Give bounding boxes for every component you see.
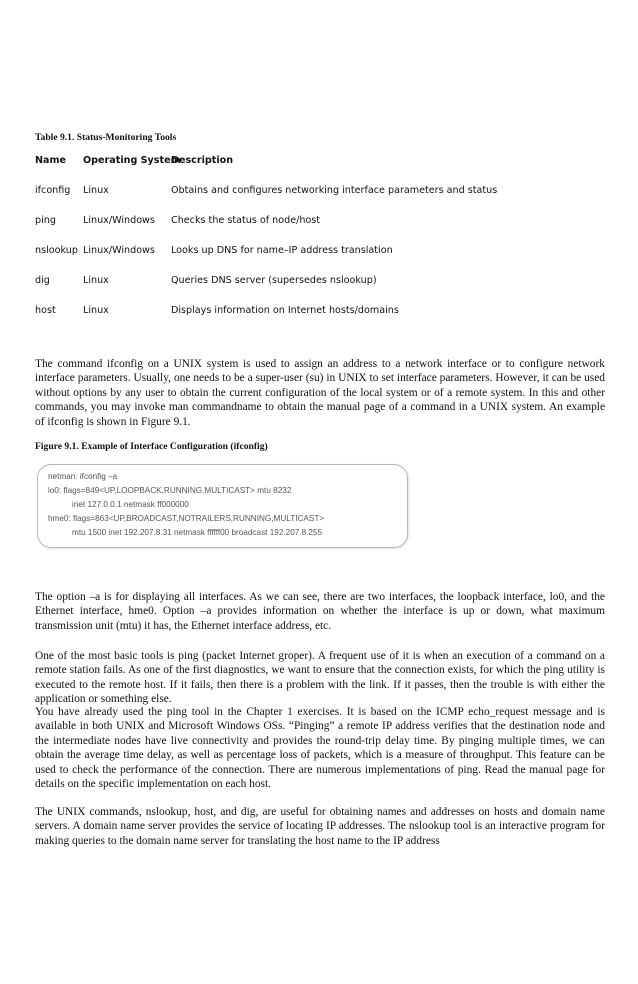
header-os: Operating System [83, 155, 181, 166]
table-row [35, 183, 498, 199]
figure-caption: Figure 9.1. Example of Interface Configuration (ifconfig) [35, 441, 268, 452]
paragraph-ping: One of the most basic tools is ping (packet Internet groper). A frequent use of it is when an execution of a command on a remote station fails. As one of the first diagnostics, we want to ensure that the connection exists, for which the ping utility is executed to the remote host. If it fails, then there is a problem with the link. If it passes, then the trouble is with either the application or something else. [35, 650, 605, 706]
status-monitoring-table [35, 153, 498, 319]
cell-name: dig [35, 275, 50, 286]
code-line: inet 127.0.0.1 netmask ff000000 [72, 500, 189, 509]
table-caption: Table 9.1. Status-Monitoring Tools [35, 132, 177, 143]
header-name: Name [35, 155, 67, 166]
cell-os: Linux [83, 305, 109, 316]
cell-description: Checks the status of node/host [171, 215, 321, 226]
cell-name: host [35, 305, 56, 316]
code-line: netman: ifconfig –a [48, 472, 118, 481]
paragraph-option-a: The option –a is for displaying all interfaces. As we can see, there are two interfaces, the loopback interface, lo0, and the Ethernet interface, hme0. Option –a provides information on whether the interface is up or down, what maximum transmission unit (mtu) it has, the Ethernet interface address, etc. [35, 591, 605, 632]
code-line: hme0: flags=863<UP,BROADCAST,NOTRAILERS,RUNNING,MULTICAST> [48, 514, 325, 523]
cell-os: Linux/Windows [83, 245, 155, 256]
code-line: mtu 1500 inet 192.207.8.31 netmask ffffff00 broadcast 192.207.8.255 [72, 528, 323, 537]
paragraph-dns-tools: The UNIX commands, nslookup, host, and dig, are useful for obtaining names and addresses on hosts and domain name servers. A domain name server provides the service of locating IP addresses. The nslookup tool is an interactive program for making queries to the domain name server for translating the host name to the IP address [35, 806, 605, 847]
cell-os: Linux [83, 185, 109, 196]
cell-os: Linux [83, 275, 109, 286]
paragraph-ping-icmp: You have already used the ping tool in the Chapter 1 exercises. It is based on the ICMP echo_request message and is available in both UNIX and Microsoft Windows OSs. “Pinging” a remote IP address verifies that the destination node and the intermediate nodes have live connectivity and provides the round-trip delay time. By pinging multiple times, we can obtain the average time delay, as well as percentage loss of packets, which is a measure of throughput. This feature can be used to check the performance of the connection. There are numerous implementations of ping. Read the manual page for details on the specific implementation on each host. [35, 706, 605, 791]
table-row [35, 303, 485, 319]
cell-os: Linux/Windows [83, 215, 155, 226]
table-row [35, 213, 485, 229]
cell-name: nslookup [35, 245, 78, 256]
cell-description: Looks up DNS for name–IP address translation [171, 245, 393, 256]
code-line: lo0: flags=849<UP,LOOPBACK,RUNNING,MULTICAST> mtu 8232 [48, 486, 292, 495]
cell-name: ifconfig [35, 185, 71, 196]
paragraph-ifconfig: The command ifconfig on a UNIX system is used to assign an address to a network interface or to configure network interface parameters. Usually, one needs to be a super-user (su) in UNIX to set interface parameters. However, it can be used without options by any user to obtain the current configuration of the local system or of a remote system. In this and other commands, you may invoke man commandname to obtain the manual page of a command in a UNIX system. An example of ifconfig is shown in Figure 9.1. [35, 358, 605, 428]
cell-name: ping [35, 215, 56, 226]
cell-description: Displays information on Internet hosts/domains [171, 305, 399, 316]
table-header-row [35, 153, 485, 169]
cell-description: Obtains and configures networking interface parameters and status [171, 185, 498, 196]
table-row [35, 273, 485, 289]
cell-description: Queries DNS server (supersedes nslookup) [171, 275, 377, 286]
table-row [35, 243, 485, 259]
header-description: Description [171, 155, 234, 166]
ifconfig-output-box [37, 464, 408, 548]
